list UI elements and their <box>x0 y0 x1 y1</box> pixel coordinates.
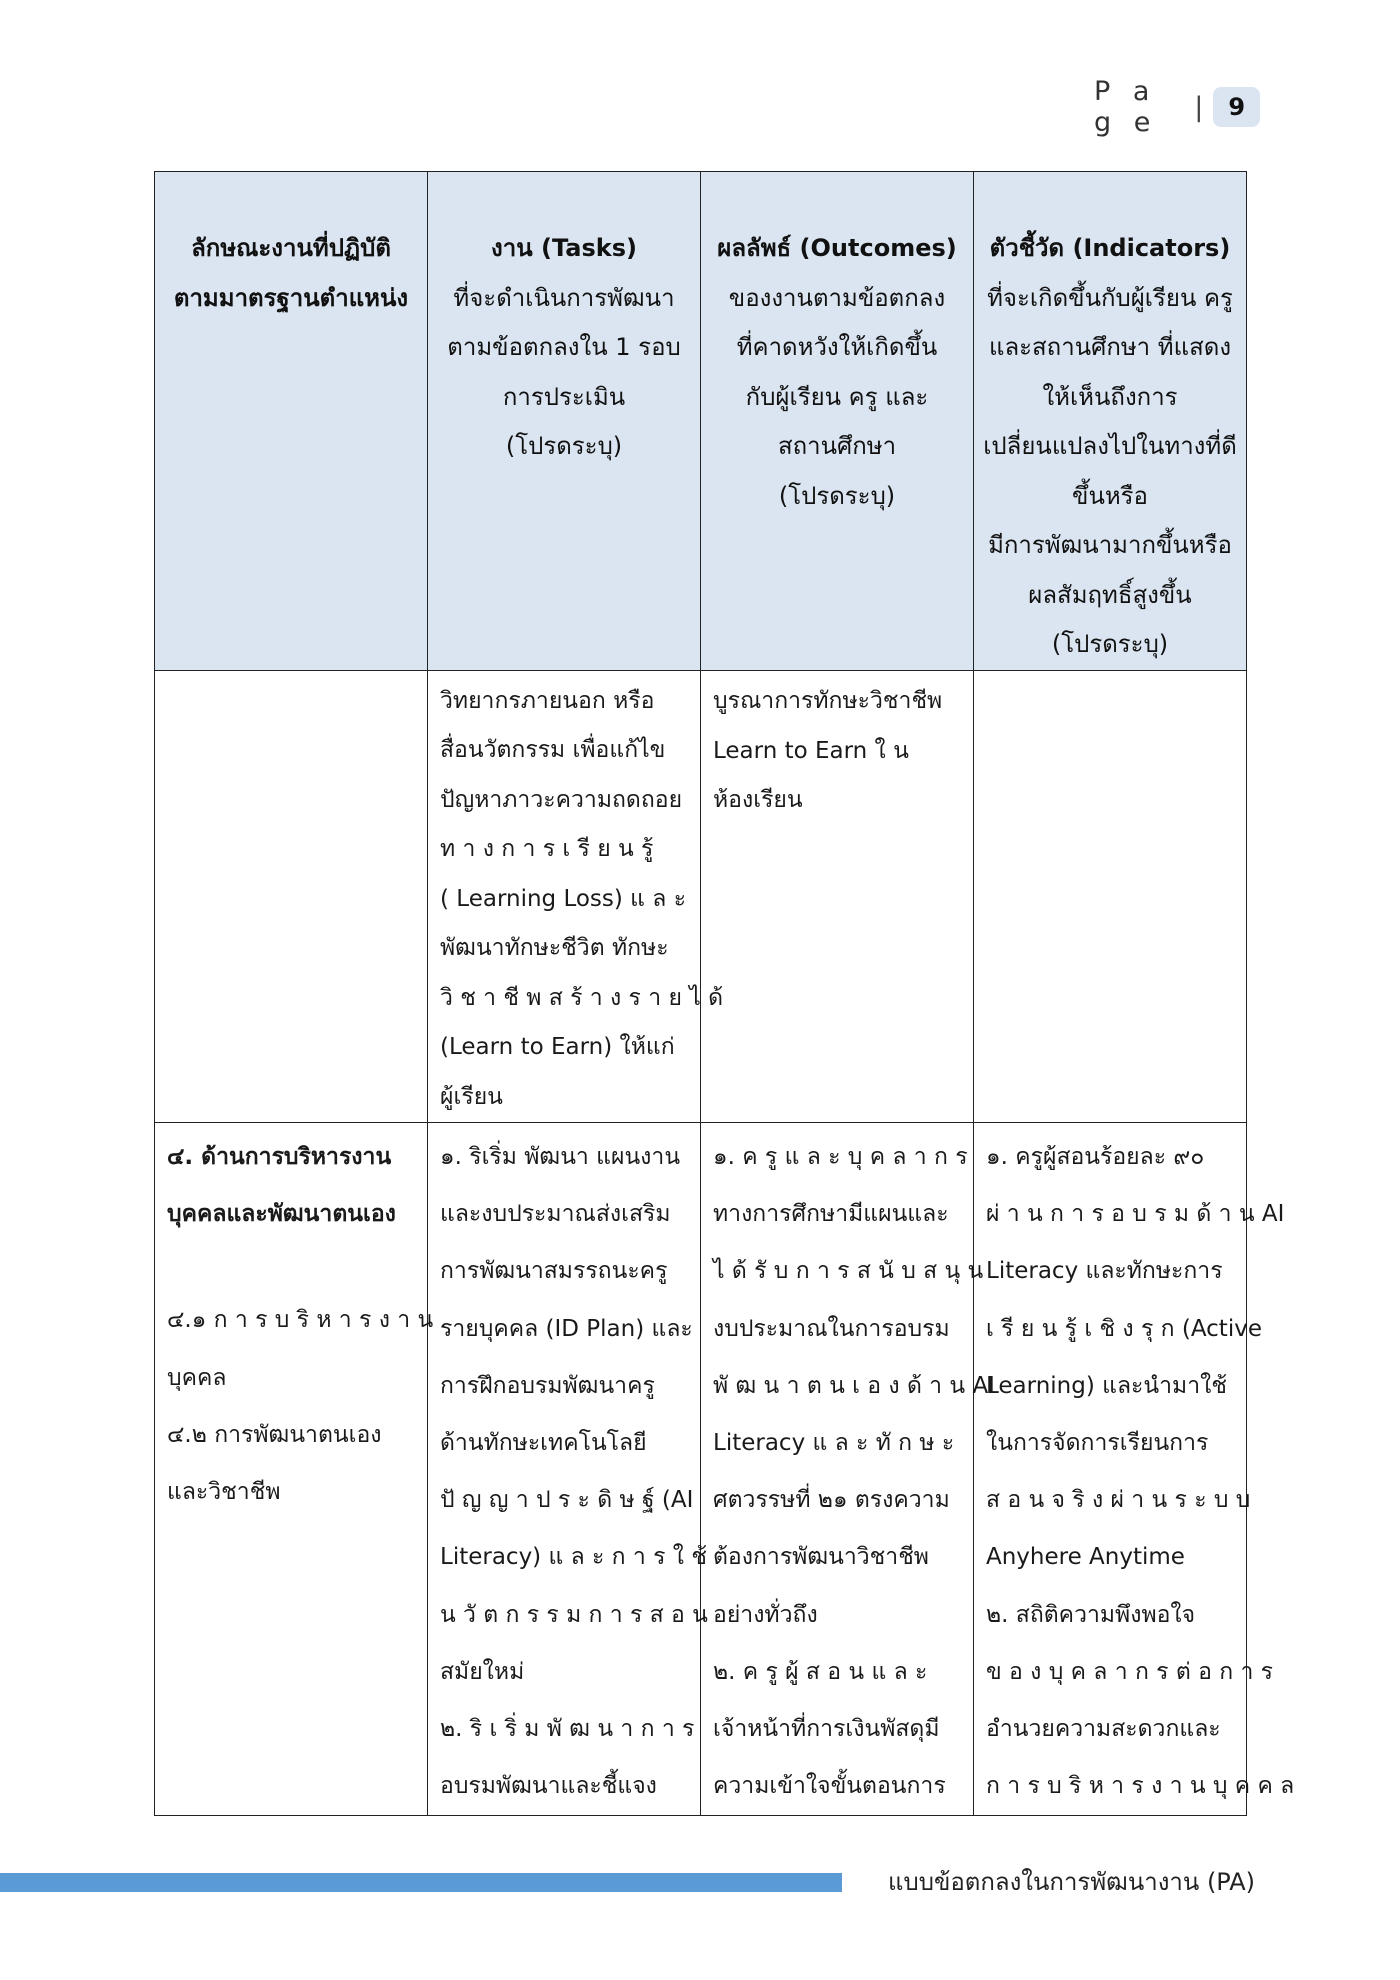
cell-line: การพัฒนาสมรรถนะครู <box>440 1258 668 1285</box>
header-line: การประเมิน <box>502 382 626 411</box>
cell-line: Anyhere Anytime <box>986 1544 1185 1571</box>
table-cell <box>428 1123 708 1816</box>
cell-line: Literacy แ ล ะ ทั ก ษ ะ <box>713 1430 955 1457</box>
cell-line: ( Learning Loss) แ ล ะ <box>440 885 687 912</box>
header-cell-standard <box>155 172 428 671</box>
cell-line: ต้องการพัฒนาวิชาชีพ <box>713 1544 929 1571</box>
header-line: ที่จะดำเนินการพัฒนา <box>453 283 675 312</box>
header-line: สถานศึกษา <box>777 432 897 460</box>
cell-line: บุคคลและพัฒนาตนเอง <box>167 1201 396 1228</box>
table-row <box>155 1123 1247 1816</box>
cell-line: บูรณาการทักษะวิชาชีพ <box>713 687 943 714</box>
footer-bar <box>0 1873 842 1892</box>
line-gap <box>167 1243 417 1292</box>
cell-line: ๒. สถิติความพึงพอใจ <box>986 1601 1196 1628</box>
table-cell <box>428 670 724 1123</box>
cell-line: พั ฒ น า ต น เ อ ง ด้ า น AI <box>713 1372 995 1399</box>
cell-line: ข อ ง บุ ค ล า ก ร ต่ อ ก า ร <box>986 1658 1274 1685</box>
cell-line: ๒. ค รู ผู้ ส อ น แ ล ะ <box>713 1658 928 1685</box>
header-line: ผลสัมฤทธิ์สูงขึ้น <box>1028 580 1192 609</box>
header-line: งาน (Tasks) <box>491 234 637 262</box>
header-line: ขึ้นหรือ <box>1072 481 1148 510</box>
header-line: ผลลัพธ์ (Outcomes) <box>717 234 957 262</box>
cell-line: ๑. ครูผู้สอนร้อยละ ๙๐ <box>986 1144 1205 1170</box>
cell-line: ๔.๑ ก า ร บ ริ ห า ร ง า น <box>167 1307 434 1334</box>
cell-line: ท า ง ก า ร เ รี ย น รู้ <box>440 836 654 862</box>
table-cell <box>974 670 1247 1123</box>
footer-title: แบบข้อตกลงในการพัฒนางาน (PA) <box>888 1868 1256 1896</box>
page-header <box>1094 76 1260 138</box>
cell-line: ๔.๒ การพัฒนาตนเอง <box>167 1421 382 1448</box>
cell-line: การฝึกอบรมพัฒนาครู <box>440 1372 655 1399</box>
header-line: ที่จะเกิดขึ้นกับผู้เรียน ครู <box>987 283 1233 312</box>
cell-line: บุคคล <box>167 1364 227 1391</box>
cell-line: Literacy และทักษะการ <box>986 1258 1223 1285</box>
cell-line: ห้องเรียน <box>713 787 803 813</box>
cell-line: สมัยใหม่ <box>440 1658 525 1685</box>
cell-line: วิทยากรภายนอก หรือ <box>440 687 655 714</box>
cell-line: อบรมพัฒนาและชี้แจง <box>440 1773 657 1800</box>
cell-line: ปัญหาภาวะความถดถอย <box>440 786 683 813</box>
table-row <box>155 670 1247 1123</box>
page-number-badge: 9 <box>1213 87 1260 127</box>
header-cell-indicators <box>974 172 1247 671</box>
cell-line: อำนวยความสะดวกและ <box>986 1716 1221 1743</box>
cell-line: ศตวรรษที่ ๒๑ ตรงความ <box>713 1487 950 1514</box>
cell-line: ส อ น จ ริ ง ผ่ า น ร ะ บ บ <box>986 1487 1251 1514</box>
table-cell <box>155 670 428 1123</box>
cell-line: และงบประมาณส่งเสริม <box>440 1201 671 1228</box>
table-cell <box>974 1123 1295 1816</box>
cell-line: ๒. ริ เ ริ่ ม พั ฒ น า ก า ร <box>440 1716 695 1743</box>
header-line: ให้เห็นถึงการ <box>1042 382 1178 411</box>
cell-line: ๑. ค รู แ ล ะ บุ ค ล า ก ร <box>713 1144 968 1170</box>
table-cell <box>701 1123 995 1816</box>
cell-line: ปั ญ ญ า ป ร ะ ดิ ษ ฐ์ (AI <box>440 1487 694 1514</box>
page-separator: | <box>1194 91 1204 123</box>
cell-line: Learning) และนำมาใช้ <box>986 1372 1227 1399</box>
cell-line: อย่างทั่วถึง <box>713 1601 818 1628</box>
header-line: (โปรดระบุ) <box>1051 630 1169 658</box>
cell-line: และวิชาชีพ <box>167 1479 281 1506</box>
cell-line: ความเข้าใจขั้นตอนการ <box>713 1773 946 1800</box>
header-line: และสถานศึกษา ที่แสดง <box>988 333 1232 361</box>
cell-line: เจ้าหน้าที่การเงินพัสดุมี <box>713 1716 940 1743</box>
table-cell <box>701 670 974 1123</box>
cell-line: ผ่ า น ก า ร อ บ ร ม ด้ า น AI <box>986 1201 1285 1228</box>
cell-line: งบประมาณในการอบรม <box>713 1315 950 1342</box>
header-line: ตามมาตรฐานตำแหน่ง <box>173 283 409 312</box>
page-word: P a g e <box>1094 76 1158 138</box>
header-line: (โปรดระบุ) <box>778 481 896 510</box>
header-line: มีการพัฒนามากขึ้นหรือ <box>988 531 1232 559</box>
agreement-table <box>154 171 1295 1816</box>
table-cell <box>155 1123 434 1816</box>
header-cell-outcomes <box>701 172 974 671</box>
cell-line: Literacy) แ ล ะ ก า ร ใ ช้ <box>440 1544 707 1571</box>
header-line: กับผู้เรียน ครู และ <box>745 382 929 411</box>
cell-line: ทางการศึกษามีแผนและ <box>713 1201 949 1228</box>
cell-line: ด้านทักษะเทคโนโลยี <box>440 1430 647 1457</box>
header-line: ตามข้อตกลงใน 1 รอบ <box>447 333 681 361</box>
cell-line: สื่อนวัตกรรม เพื่อแก้ไข <box>440 737 666 763</box>
header-line: เปลี่ยนแปลงไปในทางที่ดี <box>983 432 1237 460</box>
cell-line: รายบุคคล (ID Plan) และ <box>440 1315 693 1342</box>
cell-line: ในการจัดการเรียนการ <box>986 1430 1209 1457</box>
cell-line: (Learn to Earn) ให้แก่ <box>440 1034 675 1060</box>
header-cell-tasks <box>428 172 701 671</box>
header-line: ลักษณะงานที่ปฏิบัติ <box>191 234 391 262</box>
cell-line: ไ ด้ รั บ ก า ร ส นั บ ส นุ น <box>713 1258 984 1285</box>
cell-line: ๔. ด้านการบริหารงาน <box>167 1144 392 1170</box>
table-header-row <box>155 172 1247 671</box>
cell-line: ๑. ริเริ่ม พัฒนา แผนงาน <box>440 1144 681 1170</box>
cell-line: ผู้เรียน <box>440 1083 503 1110</box>
cell-line: Learn to Earn ใ น <box>713 738 909 764</box>
header-line: ที่คาดหวังให้เกิดขึ้น <box>736 333 938 361</box>
cell-line: ก า ร บ ริ ห า ร ง า น บุ ค ค ล <box>986 1773 1295 1800</box>
header-line: ของงานตามข้อตกลง <box>728 283 946 312</box>
cell-line: พัฒนาทักษะชีวิต ทักษะ <box>440 935 669 961</box>
cell-line: เ รี ย น รู้ เ ชิ ง รุ ก (Active <box>986 1315 1262 1342</box>
cell-line: น วั ต ก ร ร ม ก า ร ส อ น <box>440 1601 708 1628</box>
header-line: (โปรดระบุ) <box>505 432 623 460</box>
cell-line: วิ ช า ชี พ ส ร้ า ง ร า ย ไ ด้ <box>440 984 724 1011</box>
header-line: ตัวชี้วัด (Indicators) <box>989 234 1231 262</box>
